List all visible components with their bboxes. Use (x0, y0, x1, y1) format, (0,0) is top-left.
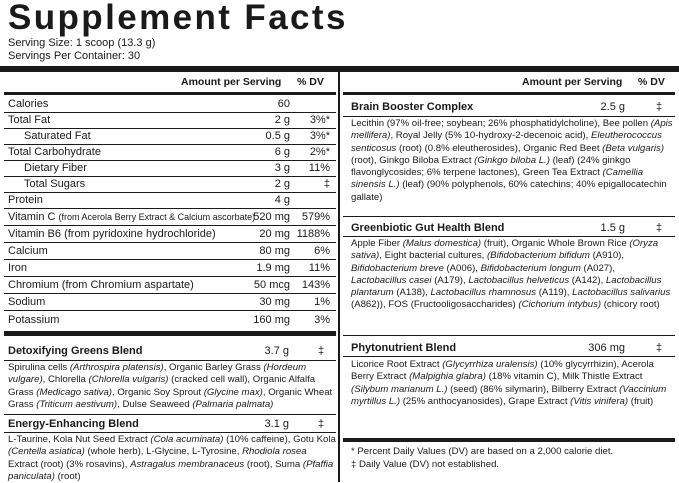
nutrient-name: Dietary Fiber (24, 162, 87, 174)
blend-rule (343, 335, 675, 336)
nutrient-name: Total Fat (8, 114, 51, 126)
blend-dv: ‡ (656, 342, 663, 354)
blend-ingredients: L-Taurine, Kola Nut Seed Extract (Cola acuminata) (10% caffeine), Gotu Kola (Centella asiatica) (whole herb), L-Glycine, L-Tyrosine, Rhodiola rosea Extract (root) (3% rosavins), Astragalus membranaceus (root), Suma (Pfaffia paniculata) (root) (8, 434, 336, 482)
row-rule (4, 112, 336, 113)
nutrient-name (8, 228, 216, 241)
nutrient-amount: 80 mg (259, 245, 290, 257)
blend-dv: ‡ (656, 222, 663, 234)
blend-dv: ‡ (318, 345, 325, 357)
nutrient-name: Sodium (8, 296, 46, 308)
left-dv-header: % DV (297, 76, 324, 88)
nutrient-dv: 3% (314, 314, 330, 326)
blend-rule (343, 236, 675, 237)
blend-ingredients: Lecithin (97% oil-free; soybean; 26% phosphatidylcholine), Bee pollen (Apis mellifera), Royal Jelly (5% 10-hydroxy-2-decenoic acid), Eleutherococcus senticosus (root) (0.8% eleutherosides), Organic Red Beet (Beta vulgaris) (root), Ginkgo Biloba Extract (Ginkgo biloba L.) (leaf) (24% ginkgo flavonglycosides; 6% terpene lactones), Green Tea Extract (Camellia sinensis L.) (leaf) (90% polyphenols, 60% catechins; 40% epigallocatechin gallate) (351, 118, 673, 203)
blend-name: Phytonutrient Blend (351, 342, 457, 354)
blend-name: Energy-Enhancing Blend (8, 418, 139, 430)
row-rule (4, 310, 336, 311)
nutrient-amount: 30 mg (259, 296, 290, 308)
blend-dv: ‡ (656, 101, 663, 113)
nutrient-label: Vitamin C (8, 211, 56, 223)
right-amount-header: Amount per Serving (522, 76, 623, 88)
nutrient-dv: 11% (308, 162, 330, 174)
nutrient-source-note: (from pyridoxine hydrochloride) (64, 228, 216, 240)
blend-rule (4, 432, 336, 433)
blend-ingredients: Licorice Root Extract (Glycyrrhiza uralensis) (10% glycyrrhizin), Acerola Berry Extract (Malpighia glabra) (18% vitamin C), Milk Thistle Extract (Silybum marianum L.) (seed) (86% silymarin), Bilberry Extract (Vaccinium myrtillus L.) (25% anthocyanosides), Grape Extract (Vitis vinifera) (fruit) (351, 359, 667, 407)
nutrient-amount: 3 g (274, 162, 290, 174)
nutrient-name: Iron (8, 262, 27, 274)
nutrient-name: Potassium (8, 314, 60, 326)
nutrient-dv: ‡ (323, 178, 330, 190)
blend-name: Detoxifying Greens Blend (8, 345, 143, 357)
nutrient-amount: 160 mg (253, 314, 290, 326)
panel-title: Supplement Facts (8, 0, 348, 37)
row-rule (4, 259, 336, 260)
nutrient-amount: 2 g (274, 178, 290, 190)
row-rule (4, 192, 336, 193)
nutrient-dv: 579% (301, 211, 330, 223)
row-rule (4, 128, 336, 129)
nutrient-amount: 20 mg (259, 228, 290, 240)
nutrient-dv: 11% (308, 262, 330, 274)
left-header-rule (4, 92, 336, 95)
row-rule (4, 208, 336, 209)
nutrient-amount: 50 mcg (253, 279, 290, 291)
row-rule (4, 160, 336, 161)
nutrient-amount: 1.9 mg (256, 262, 290, 274)
blend-amount: 306 mg (588, 342, 625, 354)
nutrient-label: Vitamin B6 (8, 228, 61, 240)
nutrient-amount: 60 (277, 98, 290, 110)
nutrient-amount: 2 g (274, 114, 290, 126)
nutrient-dv: 6% (314, 245, 330, 257)
row-rule (4, 242, 336, 243)
row-rule (4, 144, 336, 145)
blend-ingredients: Spirulina cells (Arthrospira platensis), Organic Barley Grass (Hordeum vulgare), Chlorella (Chlorella vulgaris) (cracked cell wall), Organic Alfalfa Grass (Medicago sativa), Organic Soy Sprout (Glycine max), Organic Wheat Grass (Triticum aestivum), Dulse Seaweed (Palmaria palmata) (8, 362, 333, 410)
blend-amount: 3.7 g (264, 345, 289, 357)
nutrients-end-rule (4, 331, 336, 336)
nutrient-name: Saturated Fat (24, 130, 91, 142)
row-rule (4, 276, 336, 277)
nutrient-name: Total Sugars (24, 178, 86, 190)
blend-amount: 2.5 g (600, 101, 625, 113)
nutrient-name: Total Carbohydrate (8, 146, 101, 158)
nutrient-amount: 0.5 g (265, 130, 290, 142)
blend-name: Greenbiotic Gut Health Blend (351, 222, 505, 234)
left-amount-header: Amount per Serving (181, 76, 282, 88)
servings-per-container: Servings Per Container: 30 (8, 50, 141, 62)
nutrient-amount: 520 mg (253, 211, 290, 223)
blend-rule (4, 414, 336, 415)
nutrient-name: Calcium (8, 245, 48, 257)
blend-amount: 3.1 g (264, 418, 289, 430)
row-rule (4, 293, 336, 294)
nutrient-dv: 1% (314, 296, 330, 308)
nutrient-dv: 1188% (296, 228, 330, 240)
nutrient-source-note: (from Acerola Berry Extract & Calcium ascorbate) (58, 212, 256, 222)
nutrient-amount: 6 g (274, 146, 290, 158)
nutrient-dv: 2%* (309, 146, 330, 158)
blend-amount: 1.5 g (600, 222, 625, 234)
row-rule (4, 225, 336, 226)
blend-dv: ‡ (318, 418, 325, 430)
blend-rule (4, 360, 336, 361)
not-established-footnote: ‡ Daily Value (DV) not established. (351, 459, 500, 470)
footnote-rule (343, 438, 675, 442)
right-dv-header: % DV (638, 76, 665, 88)
blend-rule (343, 216, 675, 217)
right-header-rule (343, 92, 675, 95)
nutrient-amount: 4 g (274, 194, 290, 206)
nutrient-name: Calories (8, 98, 49, 110)
nutrient-dv: 3%* (309, 114, 330, 126)
nutrient-name: Protein (8, 194, 43, 206)
dv-footnote: * Percent Daily Values (DV) are based on a 2,000 calorie diet. (351, 446, 614, 457)
blend-rule (343, 356, 675, 357)
blend-rule (343, 116, 675, 117)
blend-name: Brain Booster Complex (351, 101, 474, 113)
nutrient-name (8, 211, 255, 224)
blend-ingredients: Apple Fiber (Malus domestica) (fruit), Organic Whole Brown Rice (Oryza sativa), Eight bacterial cultures, (Bifidobacterium bifidum (A910), Bifidobacterium breve (A006), Bifidobacterium longum (A027), Lactobacillus casei (A179), Lactobacillus helveticus (A142), Lactobacillus plantarum (A138), Lactobacillus rhamnosus (A119), Lactobacillus salivarius (A862)), FOS (Fructooligosaccharides) (Cichorium intybus) (chicory root) (351, 238, 671, 311)
nutrient-dv: 3%* (309, 130, 330, 142)
serving-size: Serving Size: 1 scoop (13.3 g) (8, 37, 156, 49)
nutrient-name: Chromium (from Chromium aspartate) (8, 279, 194, 291)
nutrient-dv: 143% (301, 279, 330, 291)
column-divider (338, 66, 340, 482)
row-rule (4, 176, 336, 177)
